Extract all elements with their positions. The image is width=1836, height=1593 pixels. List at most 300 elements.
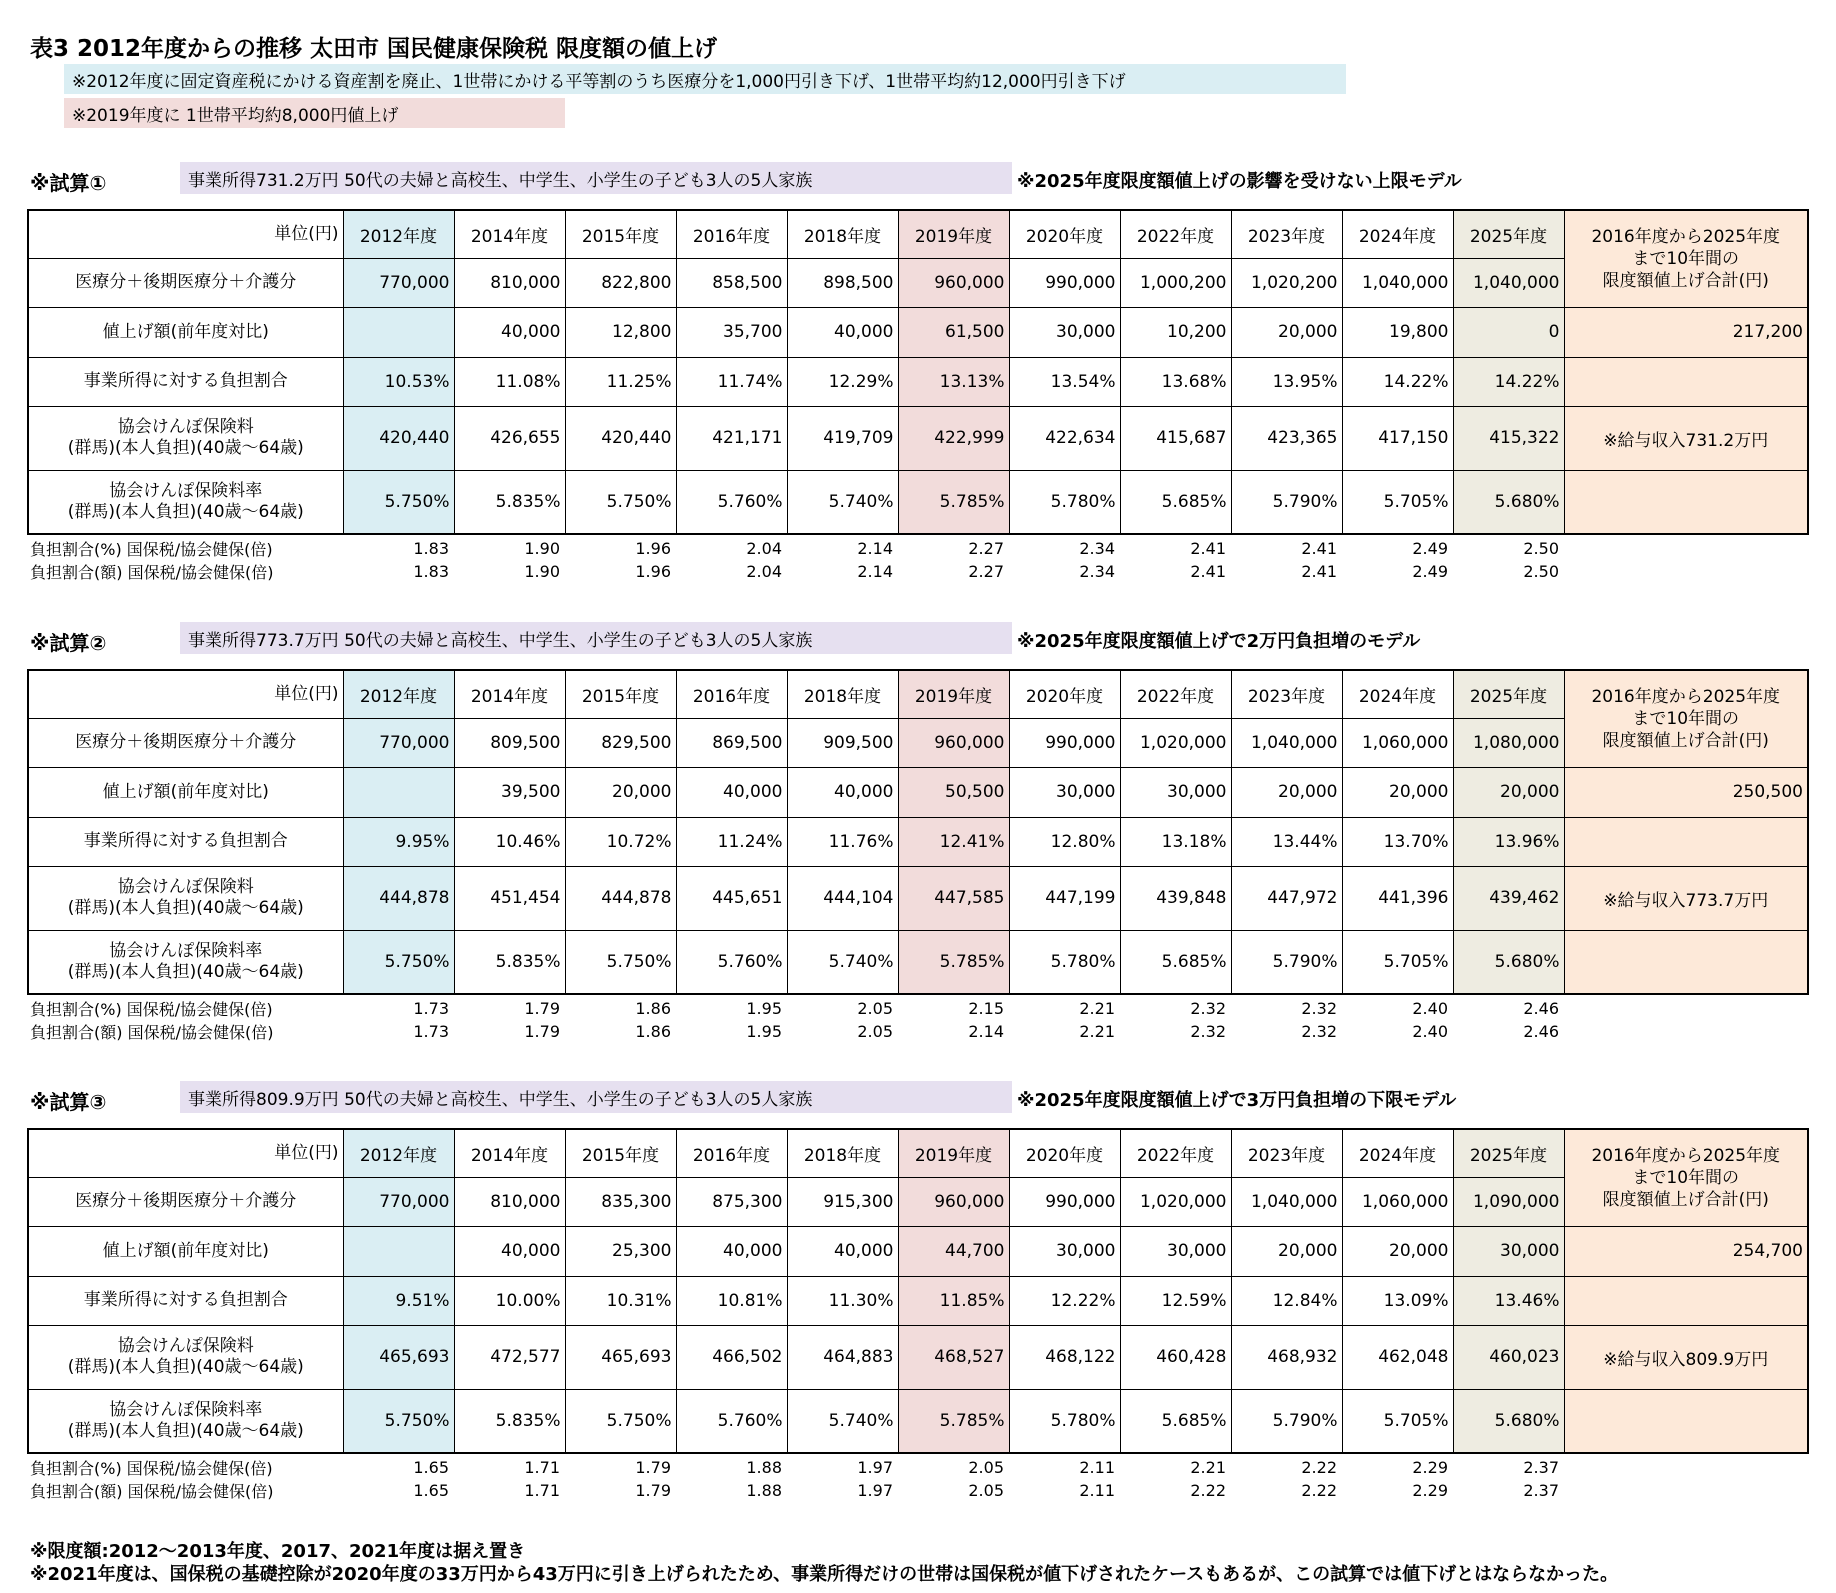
row-label-line: (群馬)(本人負担)(40歳～64歳) — [67, 961, 304, 982]
cell-increase: 20,000 — [1342, 767, 1453, 817]
year-header: 2024年度 — [1342, 1129, 1453, 1177]
ratio-value: 2.37 — [1523, 1458, 1559, 1477]
header-row — [28, 670, 1808, 718]
cell-kyokai_rate: 5.685% — [1120, 1389, 1231, 1453]
ratio-value: 2.11 — [1079, 1481, 1115, 1500]
salary-note: ※給与収入773.7万円 — [1564, 866, 1808, 930]
limit-table — [27, 209, 1809, 535]
footer-note-2: ※2021年度は、国保税の基礎控除が2020年度の33万円から43万円に引き上げられたため、事業所得だけの世帯は国保税が値下げされたケースもあるが、この試算では値下げとはならなかった。 — [30, 1564, 1619, 1585]
header-row — [28, 210, 1808, 258]
cell-limit: 915,300 — [787, 1177, 898, 1226]
cell-kyokai_rate: 5.790% — [1231, 1389, 1342, 1453]
cell-increase: 19,800 — [1342, 307, 1453, 357]
year-header: 2016年度 — [676, 1129, 787, 1177]
cell-burden: 9.51% — [343, 1276, 454, 1325]
cell-kyokai_premium: 460,023 — [1453, 1325, 1564, 1389]
cell-kyokai_premium: 444,104 — [787, 866, 898, 930]
page-title: 表3 2012年度からの推移 太田市 国民健康保険税 限度額の値上げ — [30, 36, 718, 62]
ratio-value: 2.41 — [1301, 539, 1337, 558]
empty-sum-cell — [1564, 357, 1808, 406]
cell-kyokai_premium: 465,693 — [343, 1325, 454, 1389]
ratio-value: 2.41 — [1190, 539, 1226, 558]
year-header: 2015年度 — [565, 1129, 676, 1177]
year-header: 2014年度 — [454, 210, 565, 258]
row-label — [28, 258, 343, 307]
row-kyokai_premium — [28, 406, 1808, 470]
ratio-value: 2.29 — [1412, 1458, 1448, 1477]
section-description: 事業所得731.2万円 50代の夫婦と高校生、中学生、小学生の子ども3人の5人家族 — [180, 162, 1012, 194]
cell-kyokai_premium: 420,440 — [565, 406, 676, 470]
cell-burden: 12.22% — [1009, 1276, 1120, 1325]
empty-sum-cell — [1564, 1276, 1808, 1325]
ratio-value: 1.73 — [413, 999, 449, 1018]
ratio-value: 1.96 — [635, 562, 671, 581]
ratio-label: 負担割合(額) 国保税/協会健保(倍) — [30, 1023, 274, 1042]
ratio-value: 1.79 — [635, 1481, 671, 1500]
cell-burden: 10.31% — [565, 1276, 676, 1325]
ratio-value: 2.14 — [857, 562, 893, 581]
row-kyokai_rate — [28, 470, 1808, 534]
cell-burden: 12.84% — [1231, 1276, 1342, 1325]
cell-increase: 40,000 — [676, 1226, 787, 1276]
cell-limit: 1,080,000 — [1453, 718, 1564, 767]
ratio-value: 1.97 — [857, 1458, 893, 1477]
sum-header-line: 2016年度から2025年度 — [1591, 226, 1781, 247]
ratio-value: 2.46 — [1523, 1022, 1559, 1041]
cell-limit: 960,000 — [898, 258, 1009, 307]
unit-label: 単位(円) — [28, 1129, 343, 1177]
cell-increase — [343, 767, 454, 817]
ratio-value: 1.95 — [746, 999, 782, 1018]
row-limit — [28, 258, 1808, 307]
cell-limit: 960,000 — [898, 718, 1009, 767]
ratio-value: 2.40 — [1412, 1022, 1448, 1041]
row-label — [28, 470, 343, 534]
limit-table — [27, 669, 1809, 995]
ratio-value: 1.83 — [413, 539, 449, 558]
limit-table — [27, 1128, 1809, 1454]
cell-increase: 10,200 — [1120, 307, 1231, 357]
cell-burden: 13.95% — [1231, 357, 1342, 406]
year-header: 2024年度 — [1342, 670, 1453, 718]
ratio-value: 1.90 — [524, 562, 560, 581]
ratio-value: 1.86 — [635, 1022, 671, 1041]
ratio-value: 1.71 — [524, 1481, 560, 1500]
cell-kyokai_rate: 5.760% — [676, 470, 787, 534]
row-label — [28, 406, 343, 470]
ratio-value: 1.95 — [746, 1022, 782, 1041]
cell-increase: 20,000 — [565, 767, 676, 817]
cell-kyokai_premium: 444,878 — [343, 866, 454, 930]
ratio-value: 2.22 — [1301, 1481, 1337, 1500]
ratio-value: 2.49 — [1412, 539, 1448, 558]
row-ratio_amt — [27, 1020, 1563, 1043]
cell-burden: 13.54% — [1009, 357, 1120, 406]
cell-kyokai_rate: 5.705% — [1342, 930, 1453, 994]
cell-burden: 10.00% — [454, 1276, 565, 1325]
cell-kyokai_premium: 444,878 — [565, 866, 676, 930]
row-label-line: (群馬)(本人負担)(40歳～64歳) — [67, 1357, 304, 1377]
ratio-value: 1.88 — [746, 1458, 782, 1477]
year-header: 2019年度 — [898, 670, 1009, 718]
cell-burden: 13.09% — [1342, 1276, 1453, 1325]
row-label — [28, 930, 343, 994]
ratio-value: 2.05 — [968, 1458, 1004, 1477]
cell-burden: 13.96% — [1453, 817, 1564, 866]
cell-limit: 822,800 — [565, 258, 676, 307]
row-label-line: 医療分＋後期医療分＋介護分 — [75, 732, 297, 752]
sum-header-line: まで10年間の — [1632, 1167, 1740, 1188]
cell-burden: 10.53% — [343, 357, 454, 406]
year-header: 2015年度 — [565, 670, 676, 718]
cell-burden: 13.18% — [1120, 817, 1231, 866]
row-kyokai_premium — [28, 866, 1808, 930]
cell-kyokai_premium: 421,171 — [676, 406, 787, 470]
cell-kyokai_premium: 447,585 — [898, 866, 1009, 930]
year-header: 2016年度 — [676, 670, 787, 718]
cell-limit: 1,090,000 — [1453, 1177, 1564, 1226]
ratio-value: 1.88 — [746, 1481, 782, 1500]
row-label-line: (群馬)(本人負担)(40歳～64歳) — [67, 898, 304, 918]
year-header: 2012年度 — [343, 670, 454, 718]
unit-label: 単位(円) — [28, 670, 343, 718]
cell-burden: 13.46% — [1453, 1276, 1564, 1325]
ratio-value: 1.86 — [635, 999, 671, 1018]
ratio-value: 2.14 — [968, 1022, 1004, 1041]
cell-kyokai_rate: 5.685% — [1120, 470, 1231, 534]
ratio-value: 2.27 — [968, 562, 1004, 581]
row-limit — [28, 718, 1808, 767]
cell-increase: 40,000 — [787, 767, 898, 817]
cell-limit: 869,500 — [676, 718, 787, 767]
cell-increase: 40,000 — [787, 1226, 898, 1276]
cell-limit: 875,300 — [676, 1177, 787, 1226]
ratio-label: 負担割合(額) 国保税/協会健保(倍) — [30, 1482, 274, 1501]
cell-increase: 30,000 — [1453, 1226, 1564, 1276]
year-header: 2018年度 — [787, 210, 898, 258]
cell-kyokai_rate: 5.680% — [1453, 470, 1564, 534]
cell-limit: 898,500 — [787, 258, 898, 307]
cell-kyokai_premium: 439,462 — [1453, 866, 1564, 930]
cell-kyokai_premium: 465,693 — [565, 1325, 676, 1389]
ratio-value: 2.04 — [746, 562, 782, 581]
cell-kyokai_premium: 423,365 — [1231, 406, 1342, 470]
cell-kyokai_rate: 5.835% — [454, 1389, 565, 1453]
cell-burden: 14.22% — [1453, 357, 1564, 406]
row-label — [28, 1325, 343, 1389]
cell-kyokai_premium: 466,502 — [676, 1325, 787, 1389]
cell-limit: 1,060,000 — [1342, 1177, 1453, 1226]
section-label: ※試算② — [30, 631, 107, 655]
cell-increase: 20,000 — [1453, 767, 1564, 817]
cell-increase: 40,000 — [454, 307, 565, 357]
cell-kyokai_rate: 5.780% — [1009, 930, 1120, 994]
row-label-line: (群馬)(本人負担)(40歳～64歳) — [67, 438, 304, 458]
cell-increase: 25,300 — [565, 1226, 676, 1276]
row-label — [28, 307, 343, 357]
ratio-value: 2.29 — [1412, 1481, 1448, 1500]
row-label-line: 事業所得に対する負担割合 — [83, 831, 288, 851]
ratio-value: 2.05 — [857, 999, 893, 1018]
cell-limit: 829,500 — [565, 718, 676, 767]
cell-increase — [343, 307, 454, 357]
row-ratio_pct — [27, 1456, 1563, 1479]
section-model-note: ※2025年度限度額値上げで3万円負担増の下限モデル — [1017, 1090, 1457, 1111]
cell-kyokai_premium: 415,687 — [1120, 406, 1231, 470]
ratio-value: 2.34 — [1079, 539, 1115, 558]
cell-increase: 39,500 — [454, 767, 565, 817]
cell-increase: 12,800 — [565, 307, 676, 357]
cell-burden: 12.41% — [898, 817, 1009, 866]
year-header: 2025年度 — [1453, 670, 1564, 718]
row-label — [28, 866, 343, 930]
cell-burden: 11.25% — [565, 357, 676, 406]
ratio-value: 2.50 — [1523, 539, 1559, 558]
year-header: 2020年度 — [1009, 1129, 1120, 1177]
year-header: 2018年度 — [787, 670, 898, 718]
row-burden — [28, 1276, 1808, 1325]
cell-kyokai_rate: 5.705% — [1342, 470, 1453, 534]
cell-burden: 11.30% — [787, 1276, 898, 1325]
ratio-value: 2.46 — [1523, 999, 1559, 1018]
ratio-value: 1.79 — [635, 1458, 671, 1477]
year-header: 2019年度 — [898, 1129, 1009, 1177]
cell-limit: 990,000 — [1009, 1177, 1120, 1226]
ratio-table — [27, 537, 1563, 583]
cell-limit: 1,040,000 — [1231, 1177, 1342, 1226]
row-label-line: 協会けんぽ保険料率 — [109, 1399, 263, 1420]
ratio-value: 2.21 — [1079, 1022, 1115, 1041]
ratio-value: 2.41 — [1190, 562, 1226, 581]
cell-limit: 1,040,000 — [1453, 258, 1564, 307]
section-description: 事業所得773.7万円 50代の夫婦と高校生、中学生、小学生の子ども3人の5人家族 — [180, 622, 1012, 654]
cell-kyokai_rate: 5.835% — [454, 470, 565, 534]
cell-burden: 14.22% — [1342, 357, 1453, 406]
note-2012: ※2012年度に固定資産税にかける資産割を廃止、1世帯にかける平等割のうち医療分を1,000円引き下げ、1世帯平均約12,000円引き下げ — [64, 64, 1346, 94]
cell-kyokai_premium: 441,396 — [1342, 866, 1453, 930]
cell-burden: 11.24% — [676, 817, 787, 866]
cell-kyokai_rate: 5.750% — [343, 470, 454, 534]
year-header: 2023年度 — [1231, 1129, 1342, 1177]
sum-header-line: 2016年度から2025年度 — [1591, 1145, 1781, 1166]
year-header: 2025年度 — [1453, 210, 1564, 258]
cell-increase: 20,000 — [1231, 767, 1342, 817]
cell-burden: 11.08% — [454, 357, 565, 406]
row-label-line: 事業所得に対する負担割合 — [83, 371, 288, 391]
ratio-value: 2.05 — [857, 1022, 893, 1041]
cell-kyokai_rate: 5.785% — [898, 470, 1009, 534]
row-label — [28, 1226, 343, 1276]
year-header: 2015年度 — [565, 210, 676, 258]
year-header: 2020年度 — [1009, 670, 1120, 718]
cell-burden: 12.29% — [787, 357, 898, 406]
ratio-value: 1.83 — [413, 562, 449, 581]
ratio-value: 1.79 — [524, 1022, 560, 1041]
cell-burden: 10.81% — [676, 1276, 787, 1325]
cell-increase: 40,000 — [454, 1226, 565, 1276]
cell-limit: 835,300 — [565, 1177, 676, 1226]
cell-limit: 810,000 — [454, 258, 565, 307]
cell-burden: 12.59% — [1120, 1276, 1231, 1325]
ratio-value: 1.96 — [635, 539, 671, 558]
cell-limit: 990,000 — [1009, 718, 1120, 767]
sum-header-line: 限度額値上げ合計(円) — [1602, 270, 1769, 291]
ratio-value: 2.32 — [1190, 1022, 1226, 1041]
cell-limit: 1,000,200 — [1120, 258, 1231, 307]
year-header: 2024年度 — [1342, 210, 1453, 258]
cell-increase: 20,000 — [1231, 307, 1342, 357]
cell-increase: 30,000 — [1120, 767, 1231, 817]
cell-limit: 990,000 — [1009, 258, 1120, 307]
cell-kyokai_rate: 5.740% — [787, 1389, 898, 1453]
cell-kyokai_rate: 5.790% — [1231, 470, 1342, 534]
cell-kyokai_premium: 460,428 — [1120, 1325, 1231, 1389]
cell-kyokai_premium: 464,883 — [787, 1325, 898, 1389]
cell-increase: 44,700 — [898, 1226, 1009, 1276]
cell-increase: 30,000 — [1009, 307, 1120, 357]
ratio-value: 2.21 — [1079, 999, 1115, 1018]
cell-kyokai_premium: 468,122 — [1009, 1325, 1120, 1389]
year-header: 2022年度 — [1120, 670, 1231, 718]
cell-burden: 9.95% — [343, 817, 454, 866]
cell-kyokai_rate: 5.680% — [1453, 1389, 1564, 1453]
row-label-line: 事業所得に対する負担割合 — [83, 1290, 288, 1310]
cell-limit: 809,500 — [454, 718, 565, 767]
row-label-line: 値上げ額(前年度対比) — [102, 781, 269, 802]
row-limit — [28, 1177, 1808, 1226]
ratio-label: 負担割合(額) 国保税/協会健保(倍) — [30, 563, 274, 582]
cell-kyokai_rate: 5.705% — [1342, 1389, 1453, 1453]
row-label-line: 協会けんぽ保険料 — [117, 877, 254, 897]
ratio-value: 2.11 — [1079, 1458, 1115, 1477]
year-header: 2022年度 — [1120, 1129, 1231, 1177]
section-model-note: ※2025年度限度額値上げの影響を受けない上限モデル — [1017, 171, 1462, 192]
sum-header-line: 限度額値上げ合計(円) — [1602, 1189, 1769, 1210]
cell-increase: 20,000 — [1342, 1226, 1453, 1276]
cell-kyokai_rate: 5.750% — [565, 470, 676, 534]
cell-kyokai_rate: 5.750% — [565, 930, 676, 994]
cell-limit: 1,020,000 — [1120, 1177, 1231, 1226]
ratio-value: 2.22 — [1190, 1481, 1226, 1500]
ratio-value: 2.14 — [857, 539, 893, 558]
ratio-value: 2.40 — [1412, 999, 1448, 1018]
cell-limit: 1,020,200 — [1231, 258, 1342, 307]
ratio-value: 1.65 — [413, 1481, 449, 1500]
ratio-value: 2.50 — [1523, 562, 1559, 581]
cell-kyokai_premium: 447,972 — [1231, 866, 1342, 930]
cell-kyokai_rate: 5.790% — [1231, 930, 1342, 994]
row-label — [28, 357, 343, 406]
cell-kyokai_premium: 445,651 — [676, 866, 787, 930]
cell-limit: 909,500 — [787, 718, 898, 767]
row-burden — [28, 817, 1808, 866]
cell-kyokai_premium: 451,454 — [454, 866, 565, 930]
row-burden — [28, 357, 1808, 406]
cell-kyokai_rate: 5.750% — [565, 1389, 676, 1453]
ratio-value: 2.27 — [968, 539, 1004, 558]
cell-kyokai_rate: 5.835% — [454, 930, 565, 994]
cell-burden: 10.46% — [454, 817, 565, 866]
sum-header-line: まで10年間の — [1632, 248, 1740, 269]
row-label — [28, 767, 343, 817]
cell-kyokai_rate: 5.685% — [1120, 930, 1231, 994]
ratio-value: 1.97 — [857, 1481, 893, 1500]
row-kyokai_premium — [28, 1325, 1808, 1389]
salary-note: ※給与収入731.2万円 — [1564, 406, 1808, 470]
cell-kyokai_rate: 5.750% — [343, 1389, 454, 1453]
cell-kyokai_rate: 5.760% — [676, 1389, 787, 1453]
row-increase — [28, 1226, 1808, 1276]
row-label-line: (群馬)(本人負担)(40歳～64歳) — [67, 1420, 304, 1441]
sum-header — [1564, 670, 1808, 767]
row-label-line: 値上げ額(前年度対比) — [102, 321, 269, 342]
row-label-line: 協会けんぽ保険料 — [117, 417, 254, 437]
cell-kyokai_premium: 420,440 — [343, 406, 454, 470]
row-ratio_pct — [27, 997, 1563, 1020]
sum-header-line: まで10年間の — [1632, 708, 1740, 729]
cell-burden: 11.74% — [676, 357, 787, 406]
year-header: 2012年度 — [343, 1129, 454, 1177]
cell-kyokai_rate: 5.740% — [787, 470, 898, 534]
cell-increase: 0 — [1453, 307, 1564, 357]
cell-limit: 1,020,000 — [1120, 718, 1231, 767]
cell-kyokai_premium: 439,848 — [1120, 866, 1231, 930]
cell-increase: 50,500 — [898, 767, 1009, 817]
empty-sum-cell — [1564, 930, 1808, 994]
cell-increase: 20,000 — [1231, 1226, 1342, 1276]
year-header: 2025年度 — [1453, 1129, 1564, 1177]
cell-kyokai_premium: 417,150 — [1342, 406, 1453, 470]
row-label — [28, 1389, 343, 1453]
cell-limit: 770,000 — [343, 258, 454, 307]
section-model-note: ※2025年度限度額値上げで2万円負担増のモデル — [1017, 631, 1421, 652]
year-header: 2019年度 — [898, 210, 1009, 258]
cell-burden: 13.13% — [898, 357, 1009, 406]
year-header: 2012年度 — [343, 210, 454, 258]
ratio-value: 2.05 — [968, 1481, 1004, 1500]
cell-increase: 30,000 — [1009, 767, 1120, 817]
cell-limit: 1,040,000 — [1231, 718, 1342, 767]
ratio-value: 2.21 — [1190, 1458, 1226, 1477]
ratio-value: 2.32 — [1301, 999, 1337, 1018]
year-header: 2014年度 — [454, 670, 565, 718]
ratio-table — [27, 1456, 1563, 1502]
cell-kyokai_premium: 468,932 — [1231, 1325, 1342, 1389]
ratio-label: 負担割合(%) 国保税/協会健保(倍) — [30, 1000, 273, 1019]
year-header: 2014年度 — [454, 1129, 565, 1177]
cell-limit: 1,060,000 — [1342, 718, 1453, 767]
cell-kyokai_premium: 426,655 — [454, 406, 565, 470]
row-label-line: 医療分＋後期医療分＋介護分 — [75, 1191, 297, 1211]
year-header: 2023年度 — [1231, 670, 1342, 718]
cell-burden: 10.72% — [565, 817, 676, 866]
cell-increase — [343, 1226, 454, 1276]
increase-total: 250,500 — [1564, 767, 1808, 817]
ratio-value: 1.65 — [413, 1458, 449, 1477]
ratio-label: 負担割合(%) 国保税/協会健保(倍) — [30, 1459, 273, 1478]
ratio-label: 負担割合(%) 国保税/協会健保(倍) — [30, 540, 273, 559]
ratio-value: 2.15 — [968, 999, 1004, 1018]
cell-kyokai_premium: 422,634 — [1009, 406, 1120, 470]
year-header: 2022年度 — [1120, 210, 1231, 258]
row-label-line: 値上げ額(前年度対比) — [102, 1240, 269, 1261]
cell-increase: 40,000 — [676, 767, 787, 817]
cell-burden: 11.85% — [898, 1276, 1009, 1325]
salary-note: ※給与収入809.9万円 — [1564, 1325, 1808, 1389]
cell-limit: 810,000 — [454, 1177, 565, 1226]
cell-limit: 960,000 — [898, 1177, 1009, 1226]
row-label-line: 協会けんぽ保険料率 — [109, 940, 263, 961]
